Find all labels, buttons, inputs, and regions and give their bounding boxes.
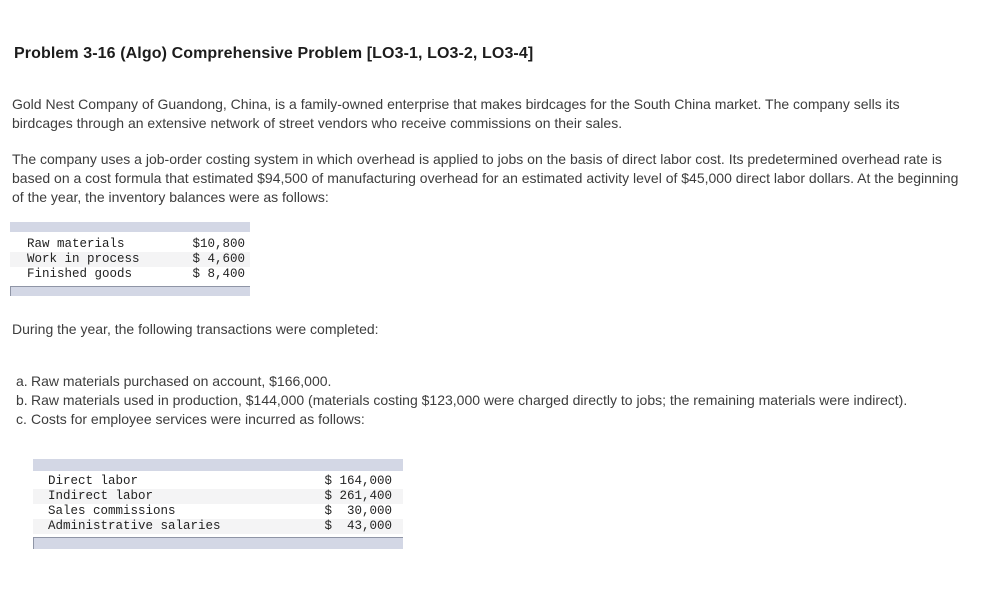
row-label: Work in process (27, 252, 140, 266)
table-footer-bar (10, 286, 250, 296)
transaction-item-a (16, 372, 956, 391)
intro-paragraph: Gold Nest Company of Guandong, China, is a family-owned enterprise that makes birdcages for the South China market. The company sells its birdcages through an extensive network of street vendors who receive commissions on their sales. (12, 96, 900, 131)
row-amount: $10,800 (192, 237, 245, 251)
list-marker: c. (16, 411, 27, 427)
table-row (33, 474, 403, 489)
row-amount: $ 164,000 (324, 474, 392, 488)
table-header-bar (10, 222, 250, 232)
transaction-text: Raw materials purchased on account, $166,000. (31, 373, 332, 389)
page-title: Problem 3-16 (Algo) Comprehensive Problem [LO3-1, LO3-2, LO3-4] (14, 45, 534, 62)
table-row (33, 504, 403, 519)
row-amount: $ 261,400 (324, 489, 392, 503)
row-label: Administrative salaries (48, 519, 221, 533)
transaction-text: Raw materials used in production, $144,000 (materials costing $123,000 were charged directly to jobs; the remaining materials were indirect). (31, 392, 908, 408)
row-label: Sales commissions (48, 504, 176, 518)
costing-paragraph: The company uses a job-order costing system in which overhead is applied to jobs on the basis of direct labor cost. Its predetermined overhead rate is based on a cost formula that estimated $94,500 of manufacturing overhead for an estimated activity level of $45,000 direct labor dollars. At the beginning of the year, the inventory balances were as follows: (12, 151, 959, 205)
inventory-balances-table (10, 222, 250, 296)
list-marker: b. (16, 392, 28, 408)
table-row (10, 237, 250, 252)
table-row (10, 252, 250, 267)
row-amount: $ 4,600 (192, 252, 245, 266)
row-label: Finished goods (27, 267, 133, 281)
table-row (10, 267, 250, 282)
row-amount: $ 30,000 (324, 504, 392, 518)
transaction-item-b (16, 391, 956, 410)
transaction-item-c (16, 410, 956, 429)
row-label: Direct labor (48, 474, 139, 488)
table-row (33, 519, 403, 534)
list-marker: a. (16, 373, 28, 389)
row-label: Raw materials (27, 237, 125, 251)
transaction-text: Costs for employee services were incurred as follows: (31, 411, 365, 427)
row-amount: $ 43,000 (324, 519, 392, 533)
transactions-lead: During the year, the following transactions were completed: (12, 321, 379, 337)
row-label: Indirect labor (48, 489, 154, 503)
employee-costs-table (33, 459, 403, 549)
table-row (33, 489, 403, 504)
transactions-list (16, 372, 956, 429)
table-header-bar (33, 459, 403, 471)
table-footer-bar (33, 537, 403, 549)
row-amount: $ 8,400 (192, 267, 245, 281)
